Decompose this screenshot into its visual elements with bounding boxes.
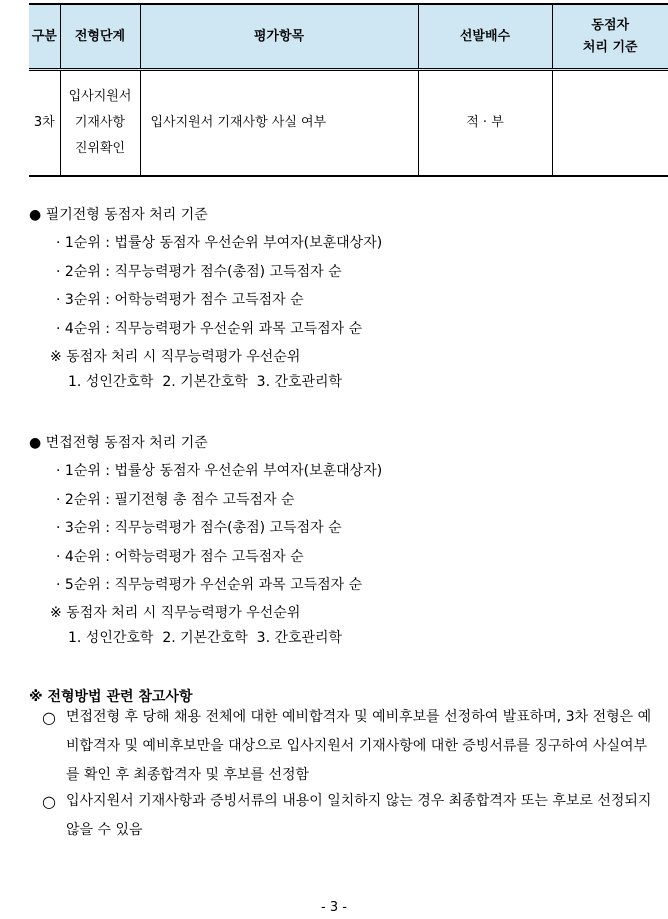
- reference-title: ※ 전형방법 관련 참고사항: [29, 689, 193, 705]
- header-stage: 전형단계: [60, 4, 140, 70]
- interview-rank-2: · 2순위 : 필기전형 총 점수 고득점자 순: [56, 492, 295, 508]
- cell-stage-line3: 진위확인: [74, 141, 126, 156]
- cell-stage-line2: 기재사항: [74, 115, 126, 130]
- written-section-title: ● 필기전형 동점자 처리 기준: [29, 207, 208, 223]
- cell-stage-line1: 입사지원서: [68, 89, 132, 104]
- written-note: ※ 동점자 처리 시 직무능력평가 우선순위: [50, 349, 301, 365]
- interview-subjects: 1. 성인간호학 2. 기본간호학 3. 간호관리학: [68, 630, 343, 646]
- interview-section-title: ● 면접전형 동점자 처리 기준: [29, 435, 208, 451]
- selection-stage-table: [29, 3, 668, 177]
- header-tie-rule: [552, 4, 668, 70]
- reference-bullet-2: ○: [42, 792, 56, 811]
- cell-item: 입사지원서 기재사항 사실 여부: [140, 70, 418, 177]
- cell-stage: [60, 70, 140, 177]
- table-row: [29, 70, 668, 177]
- header-category: 구분: [29, 4, 60, 70]
- table-header-row: [29, 4, 668, 70]
- cell-ratio: 적 · 부: [418, 70, 552, 177]
- reference-bullet-1: ○: [42, 708, 56, 727]
- page-number: - 3 -: [321, 900, 347, 915]
- written-rank-4: · 4순위 : 직무능력평가 우선순위 과목 고득점자 순: [56, 321, 363, 337]
- written-rank-2: · 2순위 : 직무능력평가 점수(총점) 고득점자 순: [56, 264, 342, 280]
- header-tie-line2: 처리 기준: [582, 39, 638, 55]
- reference-item-1: 면접전형 후 당해 채용 전체에 대한 예비합격자 및 예비후보를 선정하여 발표하며, 3차 전형은 예비합격자 및 예비후보만을 대상으로 입사지원서 기재사항에 대한 증빙서류를 징구하여 사실여부를 확인 후 최종합격자 및 후보를 선정함: [66, 709, 652, 783]
- reference-item-2: 입사지원서 기재사항과 증빙서류의 내용이 일치하지 않는 경우 최종합격자 또는 후보로 선정되지 않을 수 있음: [66, 793, 652, 838]
- header-ratio: 선발배수: [418, 4, 552, 70]
- written-rank-1: · 1순위 : 법률상 동점자 우선순위 부여자(보훈대상자): [56, 235, 383, 251]
- interview-rank-4: · 4순위 : 어학능력평가 점수 고득점자 순: [56, 549, 304, 565]
- interview-rank-3: · 3순위 : 직무능력평가 점수(총점) 고득점자 순: [56, 520, 342, 536]
- header-tie-line1: 동점자: [591, 17, 630, 33]
- cell-category: 3차: [29, 70, 60, 177]
- written-rank-3: · 3순위 : 어학능력평가 점수 고득점자 순: [56, 292, 304, 308]
- interview-note: ※ 동점자 처리 시 직무능력평가 우선순위: [50, 605, 301, 621]
- interview-rank-5: · 5순위 : 직무능력평가 우선순위 과목 고득점자 순: [56, 577, 363, 593]
- interview-rank-1: · 1순위 : 법률상 동점자 우선순위 부여자(보훈대상자): [56, 463, 383, 479]
- header-item: 평가항목: [140, 4, 418, 70]
- written-subjects: 1. 성인간호학 2. 기본간호학 3. 간호관리학: [68, 374, 343, 390]
- cell-tie-rule: [552, 70, 668, 177]
